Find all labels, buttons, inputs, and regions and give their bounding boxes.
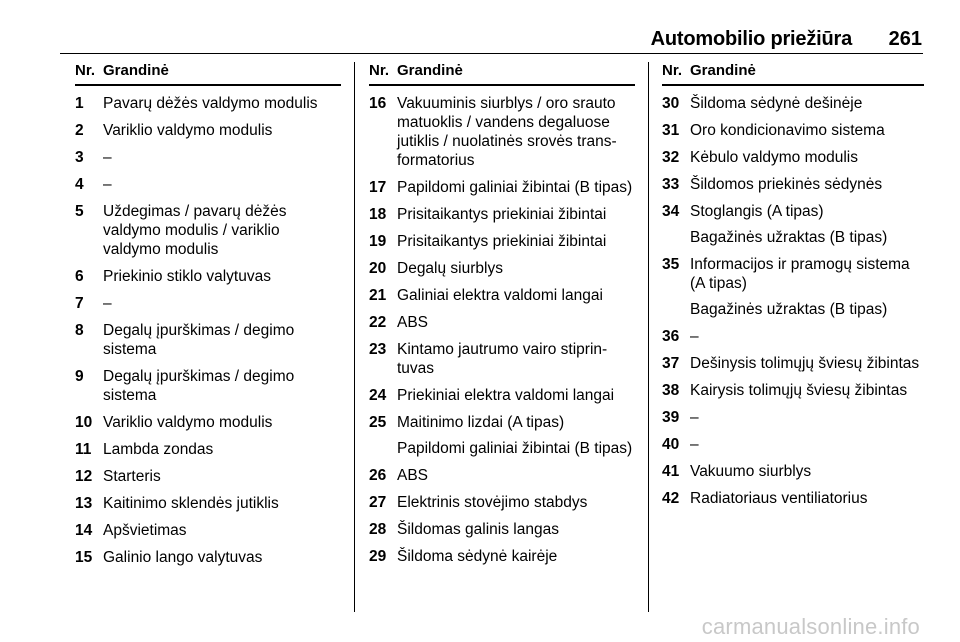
fuse-number: 25 (369, 414, 387, 431)
fuse-number: 41 (662, 463, 680, 480)
circuit-cell (690, 175, 924, 194)
table-row (369, 313, 635, 332)
circuit-name: ABS (397, 314, 429, 331)
header-nr: Nr. (75, 62, 96, 79)
circuit-name: – (690, 409, 699, 426)
circuit-cell (397, 205, 635, 224)
circuit-cell (690, 94, 924, 113)
circuit-cell (103, 94, 341, 113)
table-row (662, 202, 924, 247)
table-row (75, 175, 341, 194)
fuse-number: 1 (75, 95, 84, 112)
circuit-name: – (690, 436, 699, 453)
fuse-number: 8 (75, 322, 84, 339)
circuit-name: Vakuumo siurblys (690, 463, 812, 480)
fuse-number: 15 (75, 549, 93, 566)
circuit-cell (690, 148, 924, 167)
fuse-number: 30 (662, 95, 680, 112)
fuse-number: 9 (75, 368, 84, 385)
table-row (75, 267, 341, 286)
fuse-number: 2 (75, 122, 84, 139)
circuit-name: Oro kondicionavimo sistema (690, 122, 885, 139)
table-row (369, 340, 635, 378)
circuit-cell (397, 547, 635, 566)
fuse-number: 35 (662, 256, 680, 273)
table-row (662, 255, 924, 319)
circuit-name: Stoglangis (A tipas) (690, 203, 824, 220)
circuit-name: Lambda zondas (103, 441, 214, 458)
fuse-number: 14 (75, 522, 93, 539)
fuse-number: 4 (75, 176, 84, 193)
fuse-number: 31 (662, 122, 680, 139)
circuit-cell (690, 381, 924, 400)
circuit-cell (397, 178, 635, 197)
circuit-cell (397, 340, 635, 378)
table-row (75, 121, 341, 140)
table-row (662, 175, 924, 194)
circuit-cell (397, 520, 635, 539)
header-circuit: Grandinė (690, 62, 756, 79)
fuse-number: 24 (369, 387, 387, 404)
table-row (75, 467, 341, 486)
circuit-cell (397, 259, 635, 278)
circuit-name-alt: Papildomi galiniai žibintai (B tipas) (397, 440, 633, 457)
circuit-cell (103, 367, 341, 405)
table-row (75, 202, 341, 259)
circuit-name: Degalų įpurškimas / degimo sistema (103, 368, 295, 404)
circuit-cell (690, 489, 924, 508)
page-title: Automobilio priežiūra (650, 28, 852, 50)
fuse-number: 17 (369, 179, 387, 196)
table-row (662, 462, 924, 481)
circuit-cell (103, 467, 341, 486)
fuse-number: 38 (662, 382, 680, 399)
table-row (369, 520, 635, 539)
fuse-number: 37 (662, 355, 680, 372)
fuse-number: 26 (369, 467, 387, 484)
circuit-cell (397, 386, 635, 405)
circuit-name: Pavarų dėžės valdymo modulis (103, 95, 318, 112)
fuse-number: 3 (75, 149, 84, 166)
table-header (75, 62, 341, 86)
circuit-cell (397, 286, 635, 305)
fuse-number: 10 (75, 414, 93, 431)
circuit-cell (690, 202, 924, 247)
fuse-number: 28 (369, 521, 387, 538)
table-row (662, 435, 924, 454)
fuse-number: 20 (369, 260, 387, 277)
table-row (369, 94, 635, 170)
circuit-cell (103, 294, 341, 313)
circuit-name: Šildomos priekinės sėdynės (690, 176, 883, 193)
circuit-cell (397, 466, 635, 485)
circuit-name: Galinio lango valytuvas (103, 549, 263, 566)
circuit-cell (103, 440, 341, 459)
circuit-name: Kaitinimo sklendės jutiklis (103, 495, 279, 512)
circuit-name-alt: Bagažinės užraktas (B tipas) (690, 301, 888, 318)
header-circuit: Grandinė (103, 62, 169, 79)
table-row (75, 521, 341, 540)
circuit-name: Elektrinis stovėjimo stabdys (397, 494, 588, 511)
table-row (662, 121, 924, 140)
table-row (75, 294, 341, 313)
fuse-number: 36 (662, 328, 680, 345)
circuit-name: Papildomi galiniai žibintai (B tipas) (397, 179, 633, 196)
table-row (369, 205, 635, 224)
header-rule (60, 53, 923, 54)
fuse-number: 16 (369, 95, 387, 112)
header-nr: Nr. (369, 62, 390, 79)
table-row (75, 413, 341, 432)
circuit-name: Variklio valdymo modulis (103, 414, 273, 431)
circuit-cell (690, 408, 924, 427)
circuit-name: Priekinio stiklo valytuvas (103, 268, 271, 285)
fuse-number: 11 (75, 441, 92, 458)
circuit-name: Kintamo jautrumo vairo stiprin-tuvas (397, 341, 608, 377)
table-row (369, 413, 635, 458)
circuit-cell (103, 121, 341, 140)
table-row (662, 381, 924, 400)
table-row (75, 367, 341, 405)
fuse-table-column-3 (662, 62, 924, 516)
circuit-name: Galiniai elektra valdomi langai (397, 287, 603, 304)
circuit-cell (103, 321, 341, 359)
fuse-number: 13 (75, 495, 93, 512)
table-row (662, 148, 924, 167)
table-row (662, 327, 924, 346)
table-row (662, 408, 924, 427)
circuit-name: Vakuuminis siurblys / oro srauto matuoklis / vandens degaluose jutiklis / nuolatinės srovės trans-formatorius (397, 95, 617, 169)
circuit-name: – (103, 149, 112, 166)
circuit-name: Variklio valdymo modulis (103, 122, 273, 139)
circuit-cell (690, 327, 924, 346)
table-row (75, 548, 341, 567)
fuse-number: 23 (369, 341, 387, 358)
table-row (662, 94, 924, 113)
fuse-number: 18 (369, 206, 387, 223)
circuit-name: Starteris (103, 468, 161, 485)
circuit-name: – (690, 328, 699, 345)
circuit-cell (103, 202, 341, 259)
fuse-number: 42 (662, 490, 680, 507)
circuit-name-alt: Bagažinės užraktas (B tipas) (690, 229, 888, 246)
table-header (369, 62, 635, 86)
table-row (75, 94, 341, 113)
circuit-cell (397, 232, 635, 251)
circuit-name: Prisitaikantys priekiniai žibintai (397, 206, 607, 223)
table-row (369, 259, 635, 278)
circuit-cell (103, 494, 341, 513)
circuit-name: Šildoma sėdynė dešinėje (690, 95, 863, 112)
fuse-number: 34 (662, 203, 680, 220)
circuit-name: Prisitaikantys priekiniai žibintai (397, 233, 607, 250)
circuit-cell (397, 313, 635, 332)
fuse-number: 7 (75, 295, 84, 312)
circuit-name: Uždegimas / pavarų dėžės valdymo modulis / variklio valdymo modulis (103, 203, 287, 258)
fuse-number: 39 (662, 409, 680, 426)
fuse-number: 33 (662, 176, 680, 193)
table-row (662, 489, 924, 508)
fuse-number: 19 (369, 233, 387, 250)
circuit-cell (397, 94, 635, 170)
circuit-name: – (103, 295, 112, 312)
circuit-name: Kairysis tolimųjų šviesų žibintas (690, 382, 908, 399)
circuit-name: Šildomas galinis langas (397, 521, 559, 538)
circuit-name: Informacijos ir pramogų sistema (A tipas) (690, 256, 910, 292)
header-nr: Nr. (662, 62, 683, 79)
table-row (369, 178, 635, 197)
table-row (75, 440, 341, 459)
table-row (369, 466, 635, 485)
circuit-name: ABS (397, 467, 429, 484)
fuse-table-column-1 (75, 62, 341, 575)
fuse-number: 6 (75, 268, 84, 285)
circuit-cell (397, 413, 635, 458)
circuit-cell (103, 148, 341, 167)
circuit-cell (690, 435, 924, 454)
circuit-cell (103, 175, 341, 194)
circuit-name: Degalų siurblys (397, 260, 503, 277)
circuit-cell (690, 462, 924, 481)
circuit-name: – (103, 176, 112, 193)
circuit-name: Maitinimo lizdai (A tipas) (397, 414, 565, 431)
circuit-cell (103, 267, 341, 286)
fuse-number: 32 (662, 149, 680, 166)
fuse-number: 21 (369, 287, 387, 304)
circuit-cell (397, 493, 635, 512)
circuit-name: Apšvietimas (103, 522, 187, 539)
table-row (369, 232, 635, 251)
column-divider (648, 62, 649, 612)
circuit-cell (690, 354, 924, 373)
table-row (369, 386, 635, 405)
header-circuit: Grandinė (397, 62, 463, 79)
table-row (369, 547, 635, 566)
fuse-number: 5 (75, 203, 84, 220)
table-row (369, 286, 635, 305)
fuse-number: 27 (369, 494, 387, 511)
column-divider (354, 62, 355, 612)
fuse-number: 29 (369, 548, 387, 565)
table-row (369, 493, 635, 512)
circuit-name: Šildoma sėdynė kairėje (397, 548, 558, 565)
table-row (662, 354, 924, 373)
table-header (662, 62, 924, 86)
circuit-name: Dešinysis tolimųjų šviesų žibintas (690, 355, 920, 372)
watermark: carmanualsonline.info (701, 614, 920, 639)
circuit-name: Kėbulo valdymo modulis (690, 149, 859, 166)
circuit-cell (103, 548, 341, 567)
fuse-number: 40 (662, 436, 680, 453)
table-row (75, 148, 341, 167)
circuit-cell (690, 121, 924, 140)
fuse-table-column-2 (369, 62, 635, 574)
circuit-name: Radiatoriaus ventiliatorius (690, 490, 868, 507)
circuit-cell (103, 521, 341, 540)
table-row (75, 321, 341, 359)
circuit-name: Priekiniai elektra valdomi langai (397, 387, 615, 404)
circuit-cell (690, 255, 924, 319)
page-number: 261 (888, 28, 922, 50)
fuse-number: 12 (75, 468, 93, 485)
circuit-cell (103, 413, 341, 432)
circuit-name: Degalų įpurškimas / degimo sistema (103, 322, 295, 358)
fuse-number: 22 (369, 314, 387, 331)
table-row (75, 494, 341, 513)
